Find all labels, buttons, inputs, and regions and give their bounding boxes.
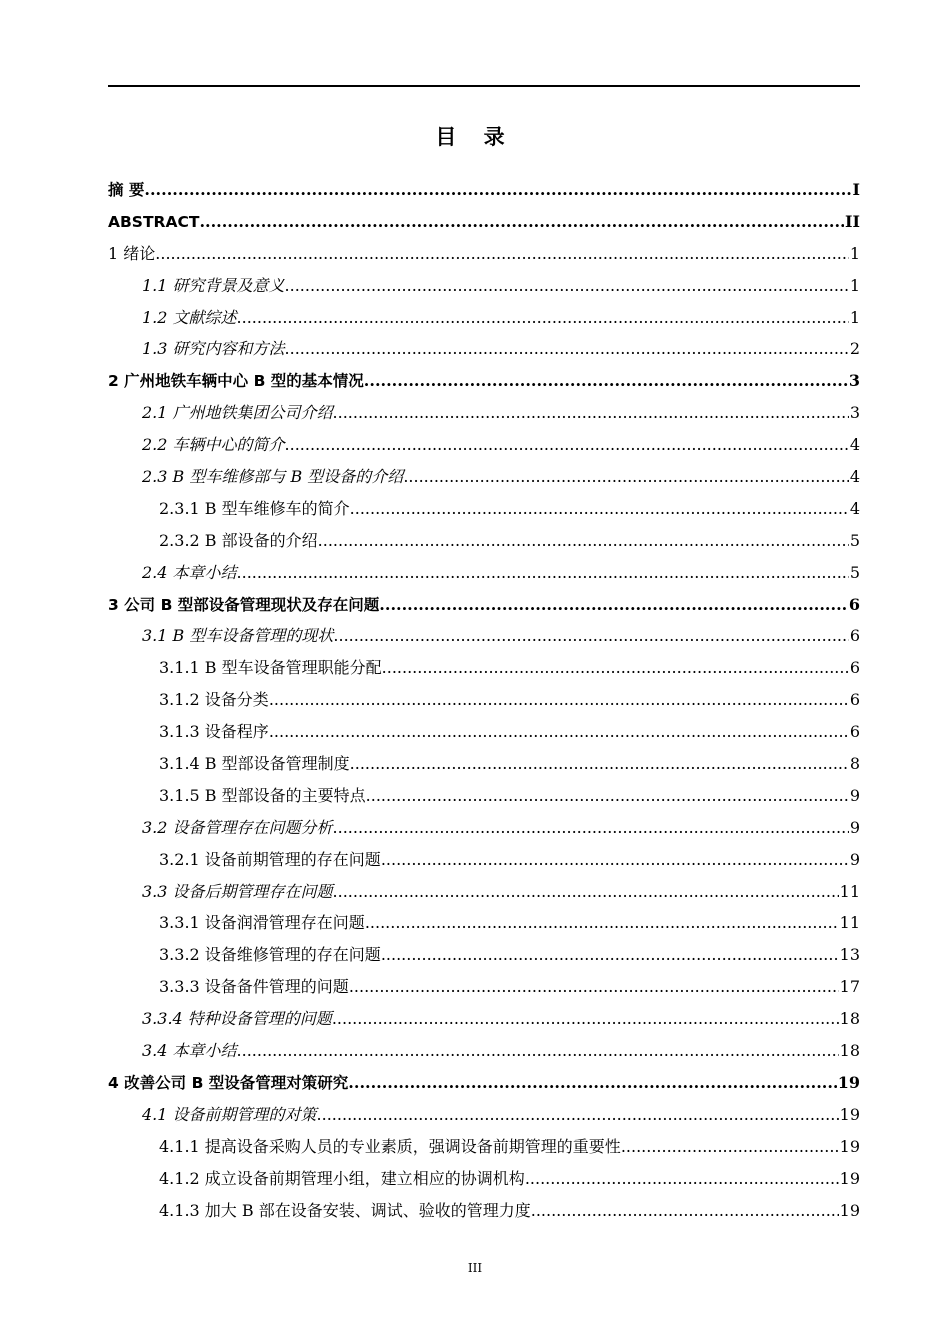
toc-leader-dots bbox=[621, 1131, 839, 1163]
toc-entry-page: 6 bbox=[849, 658, 860, 678]
toc-entry[interactable] bbox=[108, 1099, 860, 1131]
toc-entry-label: 摘 要 bbox=[108, 181, 145, 199]
toc-leader-dots bbox=[144, 174, 851, 206]
toc-leader-dots bbox=[237, 557, 849, 589]
toc-entry-page: 5 bbox=[849, 530, 860, 550]
toc-leader-dots bbox=[350, 748, 849, 780]
toc-leader-dots bbox=[364, 365, 848, 397]
toc-entry-page: 19 bbox=[839, 1168, 860, 1188]
toc-entry-label: 3 公司 B 型部设备管理现状及存在问题 bbox=[108, 595, 380, 614]
toc-entry-page: 11 bbox=[839, 913, 860, 933]
toc-leader-dots bbox=[332, 1003, 839, 1035]
toc-entry-label: 4.1.1 提高设备采购人员的专业素质，强调设备前期管理的重要性 bbox=[159, 1136, 621, 1156]
toc-entry-label: 3.3.1 设备润滑管理存在问题 bbox=[159, 913, 365, 933]
toc-leader-dots bbox=[403, 461, 849, 493]
toc-entry-label: 2.3.1 B 型车维修车的简介 bbox=[159, 498, 350, 518]
toc-leader-dots bbox=[381, 844, 849, 876]
toc-leader-dots bbox=[366, 780, 849, 812]
toc-entry-label: 1.2 文献综述 bbox=[142, 307, 237, 327]
toc-entry-label: 3.1 B 型车设备管理的现状 bbox=[142, 626, 334, 646]
toc-entry[interactable] bbox=[108, 939, 860, 971]
toc-entry-page: 1 bbox=[849, 243, 860, 263]
toc-entry-page: 18 bbox=[839, 1009, 860, 1029]
toc-entry[interactable] bbox=[108, 780, 860, 812]
toc-entry-label: 1.3 研究内容和方法 bbox=[142, 339, 285, 359]
toc-leader-dots bbox=[317, 1099, 839, 1131]
toc-entry[interactable] bbox=[108, 876, 860, 908]
toc-leader-dots bbox=[333, 812, 849, 844]
toc-entry[interactable] bbox=[108, 748, 860, 780]
toc-entry-label: 3.1.5 B 型部设备的主要特点 bbox=[159, 785, 366, 805]
toc-entry-page: 4 bbox=[849, 498, 860, 518]
toc-entry-page: 5 bbox=[849, 562, 860, 582]
toc-entry-label: 3.1.2 设备分类 bbox=[159, 690, 269, 710]
toc-entry[interactable] bbox=[108, 493, 860, 525]
toc-entry[interactable] bbox=[108, 1163, 860, 1195]
toc-leader-dots bbox=[318, 525, 849, 557]
toc-entry[interactable] bbox=[108, 1195, 860, 1227]
toc-leader-dots bbox=[348, 1067, 836, 1099]
toc-entry[interactable] bbox=[108, 333, 860, 365]
toc-entry-page: 6 bbox=[849, 690, 860, 710]
toc-entry-label: 2.1 广州地铁集团公司介绍 bbox=[142, 403, 333, 423]
toc-entry-page: 2 bbox=[849, 339, 860, 359]
toc-entry-label: 3.3.4 特种设备管理的问题 bbox=[142, 1009, 332, 1029]
toc-entry[interactable] bbox=[108, 716, 860, 748]
toc-entry-label: 4.1.3 加大 B 部在设备安装、调试、验收的管理力度 bbox=[159, 1200, 531, 1220]
toc-leader-dots bbox=[237, 1035, 839, 1067]
toc-entry-page: 1 bbox=[849, 307, 860, 327]
toc-entry[interactable] bbox=[108, 238, 860, 270]
toc-leader-dots bbox=[349, 971, 839, 1003]
toc-entry[interactable] bbox=[108, 907, 860, 939]
toc-entry-label: 3.4 本章小结 bbox=[142, 1041, 237, 1061]
toc-entry[interactable] bbox=[108, 971, 860, 1003]
toc-entry-page: 3 bbox=[848, 371, 860, 391]
toc-entry[interactable] bbox=[108, 684, 860, 716]
toc-entry-page: 13 bbox=[839, 945, 860, 965]
toc-entry[interactable] bbox=[108, 461, 860, 493]
toc-entry-label: ABSTRACT bbox=[108, 212, 200, 231]
toc-entry[interactable] bbox=[108, 270, 860, 302]
toc-entry-page: 19 bbox=[839, 1200, 860, 1220]
toc-leader-dots bbox=[333, 397, 849, 429]
toc-entry-page: 6 bbox=[849, 626, 860, 646]
toc-entry-page: 6 bbox=[848, 594, 860, 614]
toc-entry-page: 9 bbox=[849, 849, 860, 869]
toc-entry-label: 2.3.2 B 部设备的介绍 bbox=[159, 530, 318, 550]
toc-leader-dots bbox=[269, 684, 849, 716]
toc-leader-dots bbox=[365, 907, 839, 939]
toc-entry-label: 3.2 设备管理存在问题分析 bbox=[142, 817, 333, 837]
toc-title: 目 录 bbox=[435, 125, 515, 149]
toc-entry[interactable] bbox=[108, 302, 860, 334]
toc-entry-page: 11 bbox=[839, 881, 860, 901]
toc-entry-page: 19 bbox=[839, 1136, 860, 1156]
toc-entry[interactable] bbox=[108, 1003, 860, 1035]
toc-entry[interactable] bbox=[108, 1035, 860, 1067]
table-of-contents bbox=[108, 174, 860, 1226]
toc-entry-page: 9 bbox=[849, 785, 860, 805]
toc-entry-page: 19 bbox=[837, 1072, 860, 1092]
toc-entry-page: 19 bbox=[839, 1104, 860, 1124]
toc-leader-dots bbox=[333, 620, 848, 652]
toc-entry-page: 1 bbox=[849, 275, 860, 295]
header-rule bbox=[108, 85, 860, 87]
toc-leader-dots bbox=[285, 429, 849, 461]
toc-entry-page: 18 bbox=[839, 1041, 860, 1061]
toc-entry-label: 2.3 B 型车维修部与 B 型设备的介绍 bbox=[142, 467, 404, 487]
toc-leader-dots bbox=[269, 716, 849, 748]
toc-entry-label: 2.4 本章小结 bbox=[142, 562, 237, 582]
toc-entry-page: 3 bbox=[849, 403, 860, 423]
toc-entry-page: I bbox=[852, 180, 860, 199]
toc-entry-page: 8 bbox=[849, 754, 860, 774]
toc-entry-label: 3.1.1 B 型车设备管理职能分配 bbox=[159, 658, 382, 678]
toc-leader-dots bbox=[285, 270, 849, 302]
toc-entry-label: 3.1.4 B 型部设备管理制度 bbox=[159, 754, 350, 774]
toc-leader-dots bbox=[350, 493, 849, 525]
toc-entry[interactable] bbox=[108, 365, 860, 397]
toc-entry-label: 3.3.2 设备维修管理的存在问题 bbox=[159, 945, 381, 965]
page-number: III bbox=[467, 1261, 483, 1275]
toc-entry-page: II bbox=[845, 211, 860, 231]
toc-leader-dots bbox=[381, 939, 839, 971]
toc-entry[interactable] bbox=[108, 844, 860, 876]
toc-entry[interactable] bbox=[108, 1131, 860, 1163]
toc-entry[interactable] bbox=[108, 557, 860, 589]
toc-leader-dots bbox=[531, 1195, 839, 1227]
toc-entry-label: 2 广州地铁车辆中心 B 型的基本情况 bbox=[108, 372, 364, 391]
toc-entry[interactable] bbox=[108, 397, 860, 429]
toc-entry-label: 3.1.3 设备程序 bbox=[159, 722, 269, 742]
toc-leader-dots bbox=[379, 589, 848, 621]
toc-entry-label: 1 绪论 bbox=[108, 243, 156, 263]
toc-entry-label: 1.1 研究背景及意义 bbox=[142, 275, 285, 295]
toc-entry-label: 4 改善公司 B 型设备管理对策研究 bbox=[108, 1073, 349, 1092]
toc-leader-dots bbox=[333, 876, 839, 908]
toc-entry-label: 4.1 设备前期管理的对策 bbox=[142, 1104, 317, 1124]
toc-entry[interactable] bbox=[108, 525, 860, 557]
toc-leader-dots bbox=[285, 333, 849, 365]
toc-entry-page: 6 bbox=[849, 722, 860, 742]
toc-entry-page: 4 bbox=[849, 435, 860, 455]
toc-entry-page: 4 bbox=[849, 467, 860, 487]
toc-leader-dots bbox=[155, 238, 849, 270]
toc-leader-dots bbox=[525, 1163, 839, 1195]
toc-entry[interactable] bbox=[108, 429, 860, 461]
toc-entry[interactable] bbox=[108, 812, 860, 844]
toc-leader-dots bbox=[237, 302, 849, 334]
toc-entry[interactable] bbox=[108, 652, 860, 684]
toc-entry[interactable] bbox=[108, 1067, 860, 1099]
toc-entry[interactable] bbox=[108, 174, 860, 206]
toc-entry-label: 3.3 设备后期管理存在问题 bbox=[142, 881, 333, 901]
toc-entry-label: 3.3.3 设备备件管理的问题 bbox=[159, 977, 349, 997]
toc-entry-page: 17 bbox=[839, 977, 860, 997]
toc-entry-page: 9 bbox=[849, 817, 860, 837]
toc-leader-dots bbox=[199, 206, 844, 238]
toc-entry[interactable] bbox=[108, 589, 860, 621]
toc-leader-dots bbox=[382, 652, 849, 684]
toc-entry[interactable] bbox=[108, 206, 860, 238]
toc-entry-label: 4.1.2 成立设备前期管理小组，建立相应的协调机构 bbox=[159, 1168, 525, 1188]
toc-entry[interactable] bbox=[108, 620, 860, 652]
toc-entry-label: 2.2 车辆中心的简介 bbox=[142, 435, 285, 455]
toc-entry-label: 3.2.1 设备前期管理的存在问题 bbox=[159, 849, 381, 869]
